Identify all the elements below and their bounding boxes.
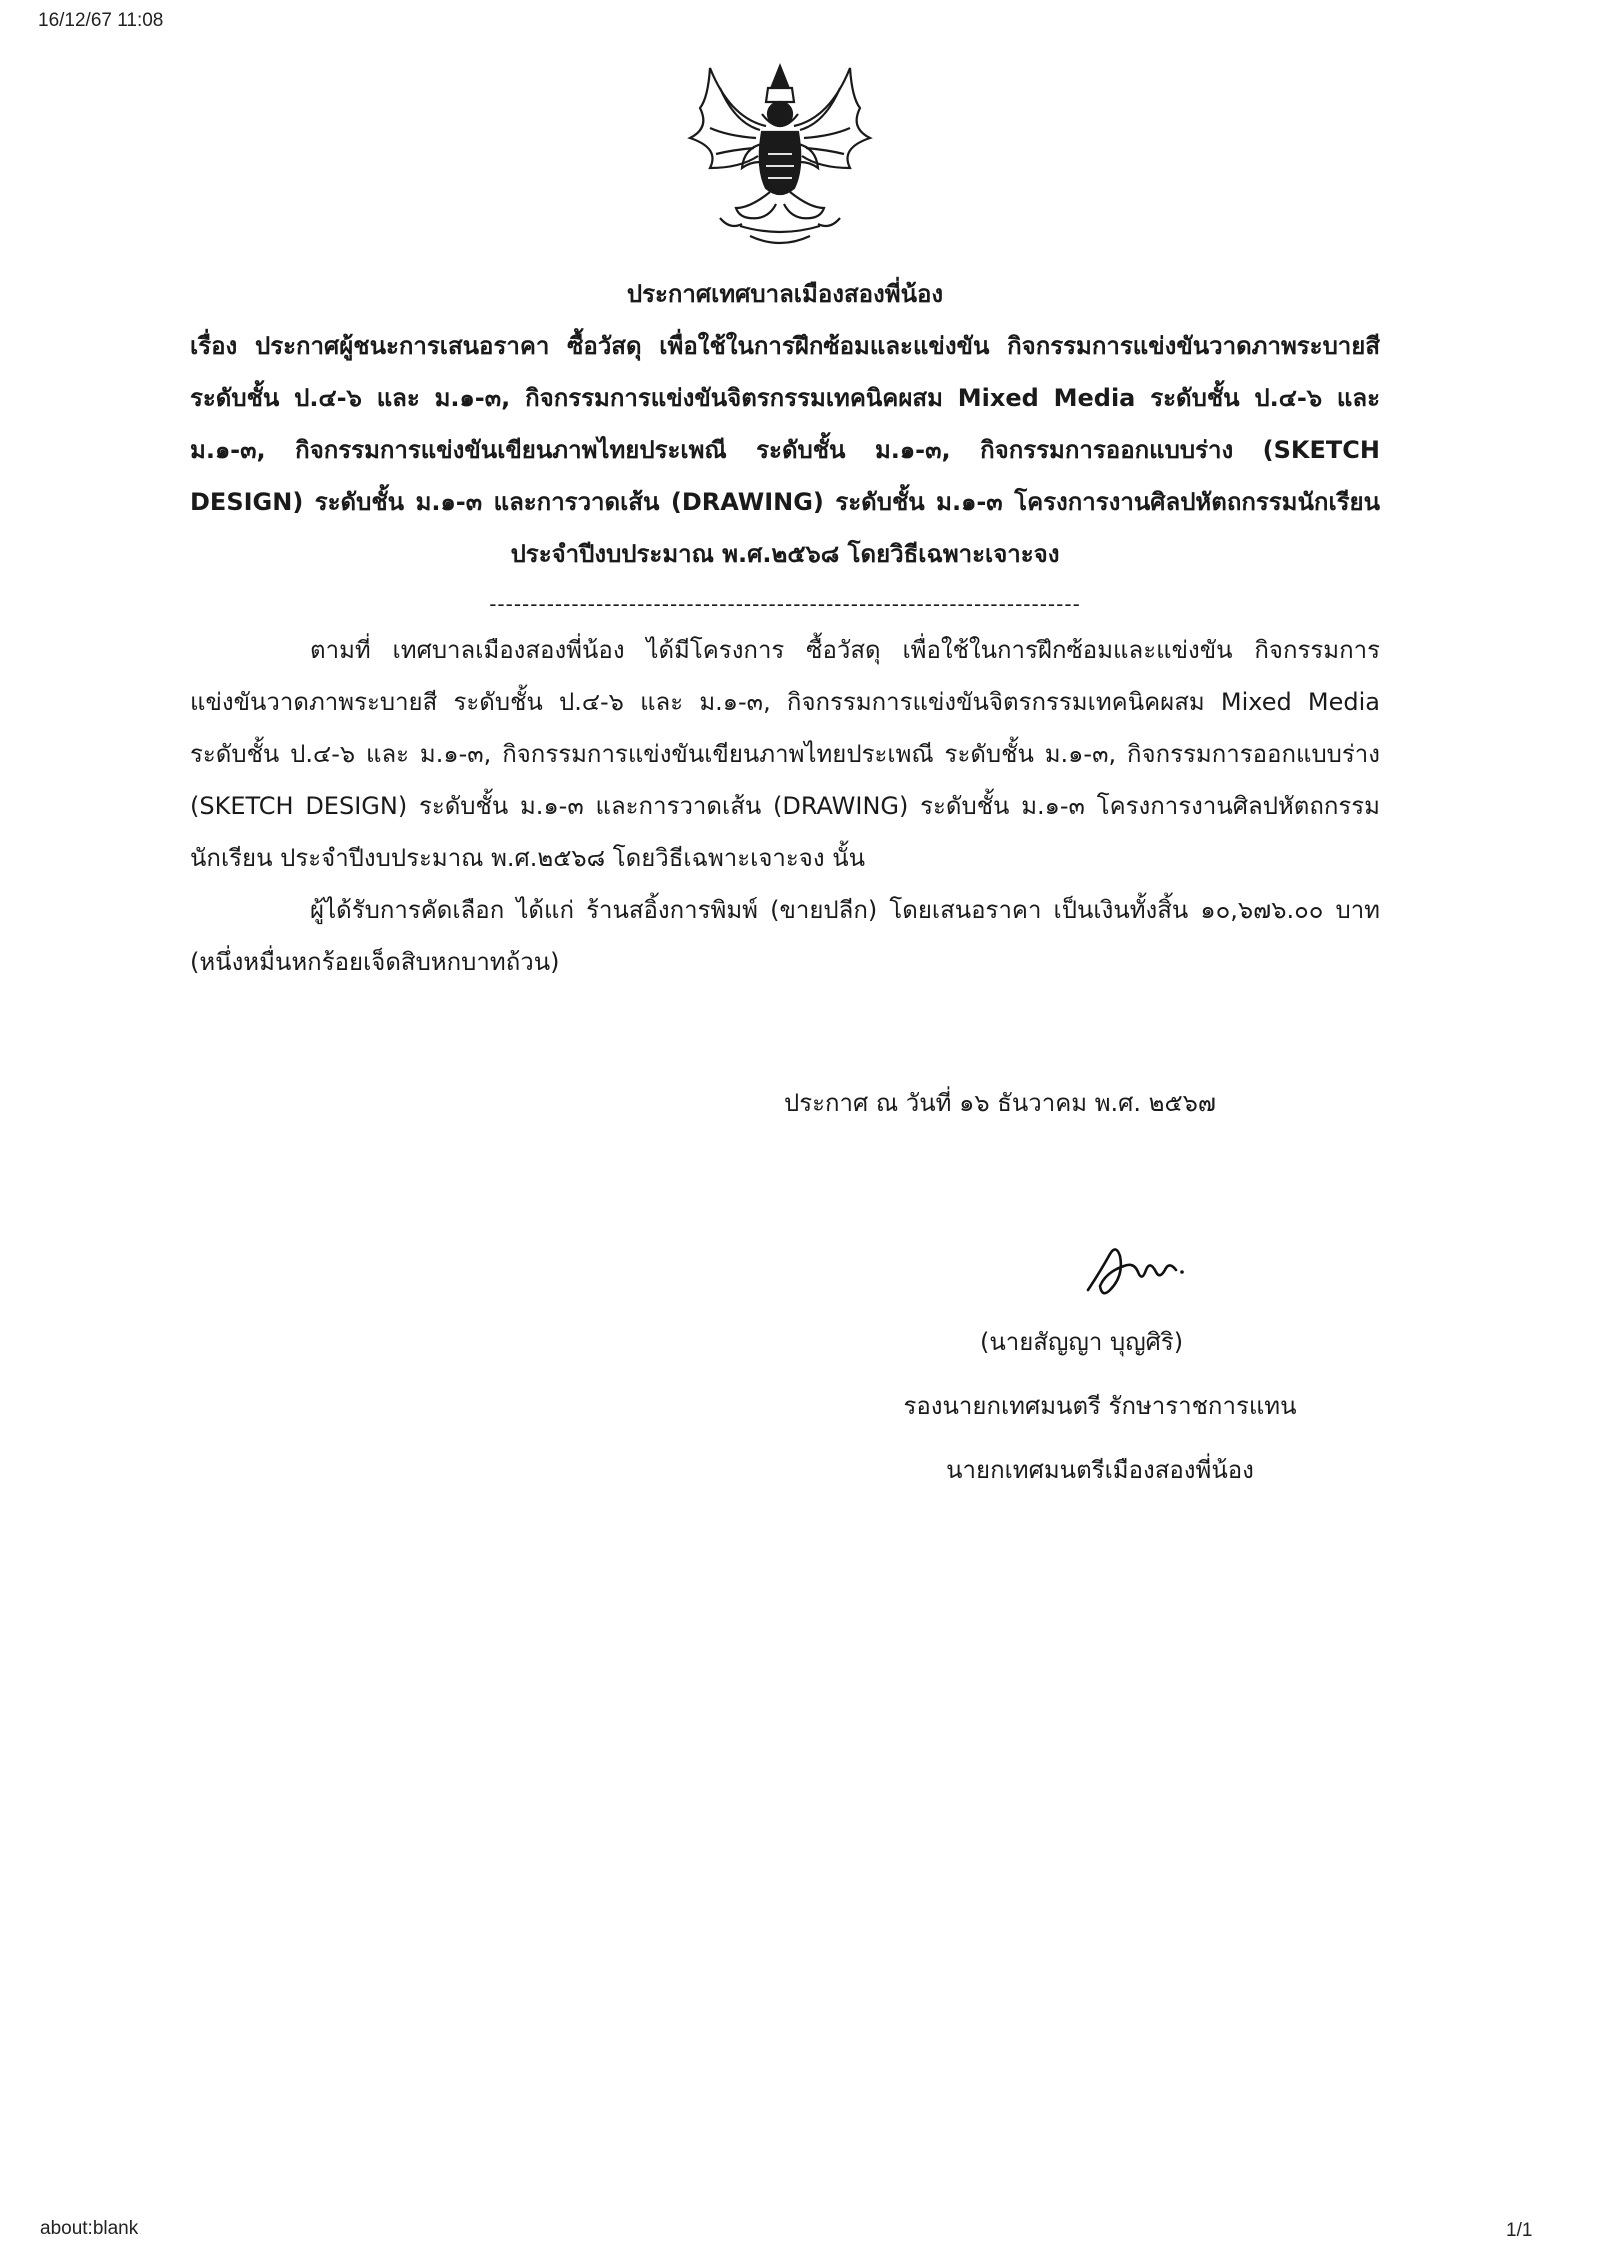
body-paragraph-2: ผู้ได้รับการคัดเลือก ได้แก่ ร้านสอิ้งการพิมพ์ (ขายปลีก) โดยเสนอราคา เป็นเงินทั้งสิ้น ๑๐,๖๗๖.๐๐ บาท (หนึ่งหมื่นหกร้อยเจ็ดสิบหกบาทถ้วน) (190, 896, 1380, 976)
separator-line: ------------------------------------------------------------------------ (489, 592, 1081, 616)
page-counter: 1/1 (1506, 2220, 1533, 2241)
signatory-position-1: รองนายกเทศมนตรี รักษาราชการแทน (903, 1392, 1297, 1420)
announce-date: ประกาศ ณ วันที่ ๑๖ ธันวาคม พ.ศ. ๒๕๖๗ (784, 1089, 1216, 1117)
footer-url: about:blank (40, 2218, 139, 2239)
garuda-emblem-icon (680, 58, 880, 258)
document-title: ประกาศเทศบาลเมืองสองพี่น้อง (626, 280, 944, 308)
print-datetime: 16/12/67 11:08 (38, 10, 164, 31)
signature-mark (1080, 1232, 1190, 1302)
body-paragraph-1: ตามที่ เทศบาลเมืองสองพี่น้อง ได้มีโครงการ ซื้อวัสดุ เพื่อใช้ในการฝึกซ้อมและแข่งขัน กิจกรรมการแข่งขันวาดภาพระบายสี ระดับชั้น ป.๔-๖ และ ม.๑-๓, กิจกรรมการแข่งขันจิตรกรรมเทคนิคผสม Mixed Media ระดับชั้น ป.๔-๖ และ ม.๑-๓, กิจกรรมการแข่งขันเขียนภาพไทยประเพณี ระดับชั้น ม.๑-๓, กิจกรรมการออกแบบร่าง (SKETCH DESIGN) ระดับชั้น ม.๑-๓ และการวาดเส้น (DRAWING) ระดับชั้น ม.๑-๓ โครงการงานศิลปหัตถกรรมนักเรียน ประจำปีงบประมาณ พ.ศ.๒๕๖๘ โดยวิธีเฉพาะเจาะจง นั้น (190, 636, 1380, 872)
document-subject: เรื่อง ประกาศผู้ชนะการเสนอราคา ซื้อวัสดุ เพื่อใช้ในการฝึกซ้อมและแข่งขัน กิจกรรมการแข่งขันวาดภาพระบายสี ระดับชั้น ป.๔-๖ และ ม.๑-๓, กิจกรรมการแข่งขันจิตรกรรมเทคนิคผสม Mixed Media ระดับชั้น ป.๔-๖ และ ม.๑-๓, กิจกรรมการแข่งขันเขียนภาพไทยประเพณี ระดับชั้น ม.๑-๓, กิจกรรมการออกแบบร่าง (SKETCH DESIGN) ระดับชั้น ม.๑-๓ และการวาดเส้น (DRAWING) ระดับชั้น ม.๑-๓ โครงการงานศิลปหัตถกรรมนักเรียน ประจำปีงบประมาณ พ.ศ.๒๕๖๘ โดยวิธีเฉพาะเจาะจง (190, 332, 1380, 568)
signatory-position-2: นายกเทศมนตรีเมืองสองพี่น้อง (946, 1456, 1254, 1484)
signatory-block (860, 1310, 1340, 1502)
document-body (190, 268, 1380, 988)
signatory-name: (นายสัญญา บุญศิริ) (980, 1328, 1184, 1356)
